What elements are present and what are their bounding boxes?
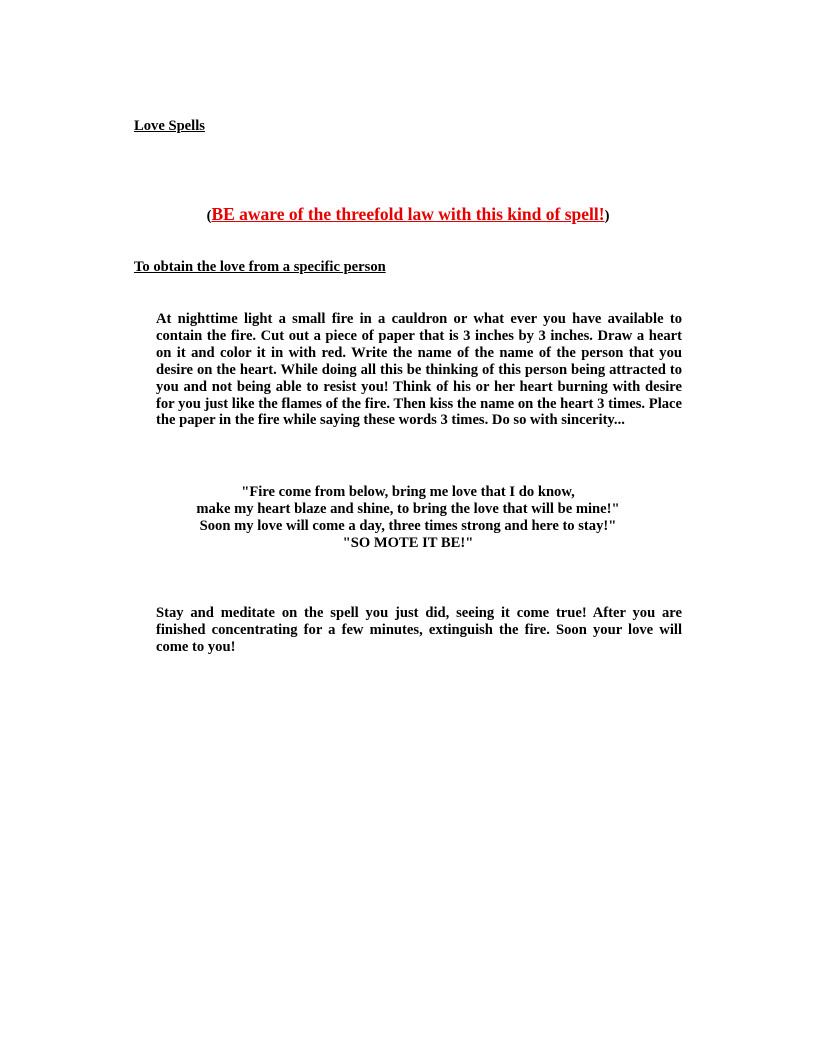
document-title: Love Spells [134,118,205,134]
chant-block [0,484,816,552]
threefold-law-warning [0,204,816,227]
chant-line: make my heart blaze and shine, to bring the love that will be mine!" [196,501,620,517]
warning-open-paren: ( [206,208,212,224]
section-heading: To obtain the love from a specific person [134,259,386,275]
closing-paragraph: Stay and meditate on the spell you just did, seeing it come true! After you are finished concentrating for a few minutes, extinguish the fire. Soon your love will come to you! [156,605,682,655]
chant-line: Soon my love will come a day, three times strong and here to stay!" [199,518,617,534]
chant-line: "Fire come from below, bring me love that I do know, [241,484,575,500]
warning-text: BE aware of the threefold law with this kind of spell! [211,204,605,224]
instructions-paragraph: At nighttime light a small fire in a cauldron or what ever you have available to contain the fire. Cut out a piece of paper that is 3 inches by 3 inches. Draw a heart on it and color it in with red. Write the name of the name of the person that you desire on the heart. While doing all this be thinking of this person being attracted to you and not being able to resist you! Think of his or her heart burning with desire for you just like the flames of the fire. Then kiss the name on the heart 3 times. Place the paper in the fire while saying these words 3 times. Do so with sincerity... [156,311,682,429]
warning-close-paren: ) [604,208,610,224]
chant-line: "SO MOTE IT BE!" [342,535,474,551]
